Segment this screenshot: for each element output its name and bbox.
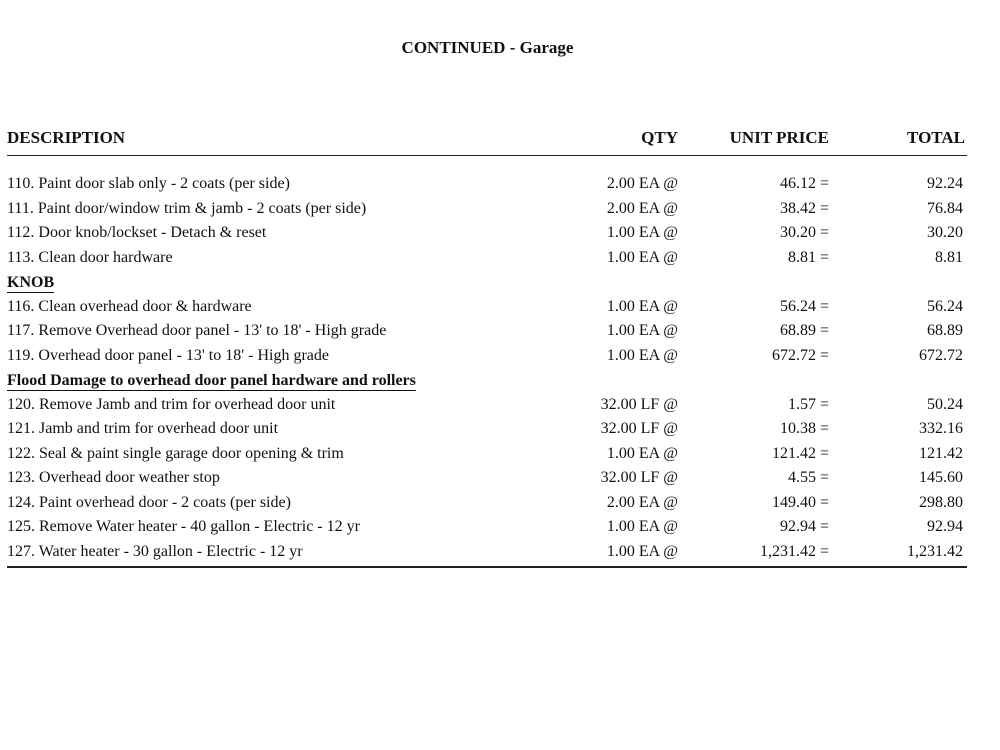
section-row	[7, 270, 967, 295]
item-description: 127. Water heater - 30 gallon - Electric - 12 yr	[7, 542, 303, 560]
item-unit-price: 8.81 =	[787, 248, 829, 266]
item-description: 121. Jamb and trim for overhead door unit	[7, 420, 279, 437]
item-unit-price: 1.57 =	[787, 395, 829, 413]
item-description: 125. Remove Water heater - 40 gallon - Electric - 12 yr	[7, 518, 360, 535]
item-description: 124. Paint overhead door - 2 coats (per side)	[7, 493, 291, 511]
section-heading-flood-damage: Flood Damage to overhead door panel hardware and rollers	[7, 372, 416, 389]
item-qty: 32.00 LF @	[600, 395, 678, 413]
item-unit-price: 4.55 =	[787, 469, 829, 486]
table-row	[7, 221, 967, 246]
item-qty: 1.00 EA @	[606, 444, 678, 462]
table-row	[7, 246, 967, 271]
item-total: 672.72	[919, 346, 963, 364]
section-heading-knob: KNOB	[7, 274, 55, 291]
table-header	[7, 126, 967, 150]
item-qty: 1.00 EA @	[606, 518, 678, 535]
header-divider	[7, 155, 967, 156]
table-row	[7, 344, 967, 369]
item-description: 111. Paint door/window trim & jamb - 2 coats (per side)	[7, 199, 367, 217]
header-qty: QTY	[641, 128, 678, 147]
item-qty: 1.00 EA @	[606, 224, 678, 241]
item-description: 113. Clean door hardware	[7, 248, 173, 266]
item-description: 122. Seal & paint single garage door opening & trim	[7, 444, 344, 462]
item-qty: 2.00 EA @	[606, 175, 678, 192]
table-row	[7, 515, 967, 540]
table-row	[7, 540, 967, 565]
item-unit-price: 46.12 =	[779, 175, 829, 192]
item-total: 8.81	[935, 248, 963, 266]
item-qty: 2.00 EA @	[606, 493, 678, 511]
item-description: 110. Paint door slab only - 2 coats (per side)	[7, 175, 290, 192]
item-total: 298.80	[919, 493, 963, 511]
item-unit-price: 92.94 =	[779, 518, 829, 535]
item-description: 120. Remove Jamb and trim for overhead door unit	[7, 395, 336, 413]
item-qty: 1.00 EA @	[606, 346, 678, 364]
table-row	[7, 393, 967, 418]
table-row	[7, 442, 967, 467]
item-total: 30.20	[927, 224, 963, 241]
header-unit-price: UNIT PRICE	[729, 128, 829, 147]
header-total: TOTAL	[907, 128, 965, 147]
item-unit-price: 56.24 =	[779, 297, 829, 315]
item-qty: 32.00 LF @	[600, 469, 678, 486]
item-qty: 32.00 LF @	[600, 420, 678, 437]
item-qty: 1.00 EA @	[606, 248, 678, 266]
item-total: 332.16	[919, 420, 963, 437]
item-total: 50.24	[927, 395, 963, 413]
item-total: 68.89	[927, 322, 963, 339]
item-qty: 1.00 EA @	[606, 542, 678, 560]
section-row	[7, 368, 967, 393]
item-description: 117. Remove Overhead door panel - 13' to 18' - High grade	[7, 322, 387, 339]
item-total: 56.24	[927, 297, 963, 315]
item-unit-price: 672.72 =	[771, 346, 829, 364]
item-unit-price: 68.89 =	[779, 322, 829, 339]
item-total: 121.42	[919, 444, 963, 462]
item-description: 119. Overhead door panel - 13' to 18' - High grade	[7, 346, 329, 364]
item-unit-price: 38.42 =	[779, 199, 829, 217]
table-row	[7, 295, 967, 320]
item-description: 112. Door knob/lockset - Detach & reset	[7, 224, 267, 241]
item-unit-price: 30.20 =	[779, 224, 829, 241]
item-qty: 1.00 EA @	[606, 297, 678, 315]
item-unit-price: 121.42 =	[771, 444, 829, 462]
table-row	[7, 172, 967, 197]
table-row	[7, 197, 967, 222]
table-row	[7, 466, 967, 491]
item-unit-price: 10.38 =	[779, 420, 829, 437]
item-total: 1,231.42	[907, 542, 963, 560]
item-description: 123. Overhead door weather stop	[7, 469, 220, 486]
item-unit-price: 1,231.42 =	[759, 542, 829, 560]
table-row	[7, 417, 967, 442]
item-total: 76.84	[927, 199, 963, 217]
table-bottom-divider	[7, 566, 967, 568]
item-unit-price: 149.40 =	[771, 493, 829, 511]
item-total: 92.24	[927, 175, 963, 192]
item-qty: 1.00 EA @	[606, 322, 678, 339]
page-title: CONTINUED - Garage	[401, 38, 574, 57]
table-row	[7, 491, 967, 516]
item-qty: 2.00 EA @	[606, 199, 678, 217]
header-description: DESCRIPTION	[7, 128, 126, 147]
item-total: 92.94	[927, 518, 963, 535]
item-description: 116. Clean overhead door & hardware	[7, 297, 252, 315]
line-items	[7, 172, 967, 564]
item-total: 145.60	[919, 469, 963, 486]
table-row	[7, 319, 967, 344]
